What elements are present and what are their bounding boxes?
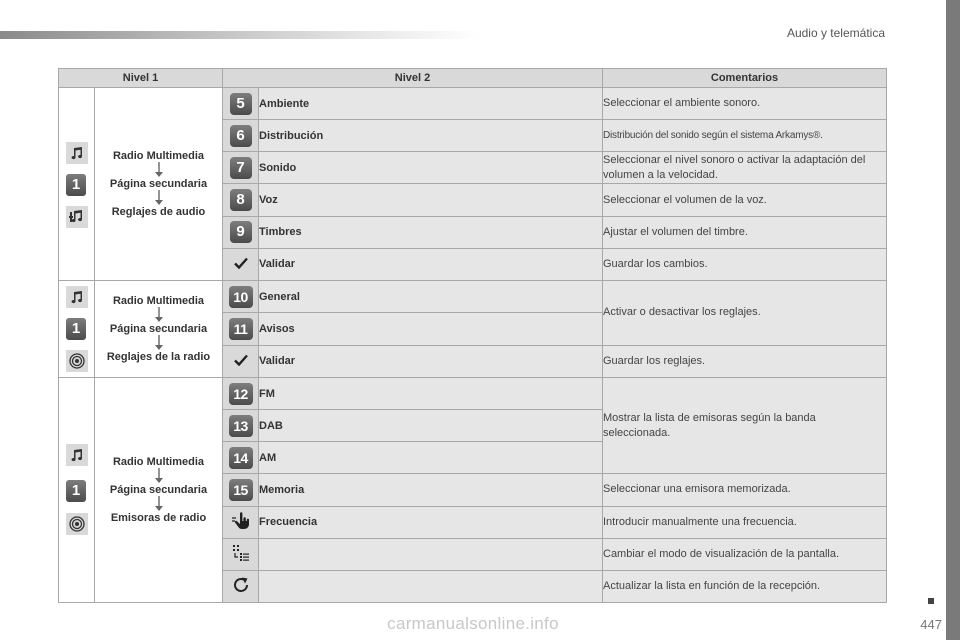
row-number: 6: [223, 120, 259, 152]
row-comment: Guardar los cambios.: [603, 248, 887, 280]
row-number: 15: [223, 474, 259, 506]
step-radio-multimedia: Radio Multimedia: [112, 456, 205, 468]
table-header-row: [59, 69, 887, 88]
row-number: 5: [223, 88, 259, 120]
group3-path: [95, 378, 223, 603]
row-label: Sonido: [259, 152, 603, 184]
row-label: General: [259, 281, 603, 313]
arrow-down-icon: [153, 496, 165, 512]
step-reglajes-audio: Reglajes de audio: [111, 206, 206, 218]
page-number: 447: [920, 617, 942, 632]
row-label: AM: [259, 442, 603, 474]
row-comment: Seleccionar el nivel sonoro o activar la adaptación del volumen a la velocidad.: [603, 152, 887, 184]
row-label: Avisos: [259, 313, 603, 345]
row-comment: Activar o desactivar los reglajes.: [603, 281, 887, 346]
audio-settings-icon: [66, 206, 88, 228]
row-number: 8: [223, 184, 259, 216]
table-row: [59, 88, 887, 120]
row-number: [223, 248, 259, 280]
radio-antenna-icon: [66, 350, 88, 372]
row-comment: Mostrar la lista de emisoras según la banda seleccionada.: [603, 378, 887, 474]
table-row: [59, 281, 887, 313]
row-label: Ambiente: [259, 88, 603, 120]
level-badge: 1: [66, 318, 86, 340]
step-radio-multimedia: Radio Multimedia: [112, 295, 205, 307]
row-number: 7: [223, 152, 259, 184]
row-comment: Actualizar la lista en función de la recepción.: [603, 570, 887, 602]
col-header-nivel2: Nivel 2: [223, 69, 603, 88]
arrow-down-icon: [153, 335, 165, 351]
group1-path: [95, 88, 223, 281]
group1-icons: [59, 88, 95, 281]
right-edge-strip: [946, 0, 960, 640]
level-badge: 1: [66, 480, 86, 502]
row-comment: Cambiar el modo de visualización de la pantalla.: [603, 538, 887, 570]
row-label: [259, 538, 603, 570]
row-comment: Distribución del sonido según el sistema Arkamys®.: [603, 120, 887, 152]
step-radio-multimedia: Radio Multimedia: [112, 150, 205, 162]
top-gradient-bar: [0, 31, 480, 39]
arrow-down-icon: [153, 162, 165, 178]
row-label: Validar: [259, 248, 603, 280]
row-comment: Seleccionar el volumen de la voz.: [603, 184, 887, 216]
music-note-icon: [66, 444, 88, 466]
row-label: FM: [259, 378, 603, 410]
row-label: Frecuencia: [259, 506, 603, 538]
watermark: carmanualsonline.info: [387, 614, 559, 633]
row-number: 10: [223, 281, 259, 313]
step-pagina-secundaria: Página secundaria: [109, 178, 208, 190]
section-title: Audio y telemática: [786, 26, 885, 40]
group2-icons: [59, 281, 95, 378]
arrow-down-icon: [153, 307, 165, 323]
row-number: 13: [223, 410, 259, 442]
row-number: 12: [223, 378, 259, 410]
page-marker: [928, 598, 934, 604]
row-label: Voz: [259, 184, 603, 216]
row-comment: Introducir manualmente una frecuencia.: [603, 506, 887, 538]
col-header-comentarios: Comentarios: [603, 69, 887, 88]
col-header-nivel1: Nivel 1: [59, 69, 223, 88]
row-number: [223, 345, 259, 377]
settings-table: [58, 68, 887, 603]
group2-path: [95, 281, 223, 378]
row-number: 11: [223, 313, 259, 345]
row-label: DAB: [259, 410, 603, 442]
hand-tap-icon: [231, 512, 251, 530]
row-comment: Ajustar el volumen del timbre.: [603, 216, 887, 248]
row-label: [259, 570, 603, 602]
row-comment: Seleccionar una emisora memorizada.: [603, 474, 887, 506]
step-emisoras-radio: Emisoras de radio: [110, 512, 207, 524]
row-label: Memoria: [259, 474, 603, 506]
music-note-icon: [66, 142, 88, 164]
row-number: [223, 506, 259, 538]
checkmark-icon: [234, 354, 248, 366]
row-number: 14: [223, 442, 259, 474]
refresh-icon: [232, 576, 250, 594]
group3-icons: [59, 378, 95, 603]
row-number: [223, 538, 259, 570]
row-label: Validar: [259, 345, 603, 377]
level-badge: 1: [66, 174, 86, 196]
arrow-down-icon: [153, 190, 165, 206]
music-note-icon: [66, 286, 88, 308]
row-label: Distribución: [259, 120, 603, 152]
step-reglajes-radio: Reglajes de la radio: [106, 351, 211, 363]
arrow-down-icon: [153, 468, 165, 484]
checkmark-icon: [234, 257, 248, 269]
list-view-icon: [232, 544, 250, 562]
row-comment: Guardar los reglajes.: [603, 345, 887, 377]
row-number: 9: [223, 216, 259, 248]
step-pagina-secundaria: Página secundaria: [109, 323, 208, 335]
row-number: [223, 570, 259, 602]
step-pagina-secundaria: Página secundaria: [109, 484, 208, 496]
row-comment: Seleccionar el ambiente sonoro.: [603, 88, 887, 120]
row-label: Timbres: [259, 216, 603, 248]
radio-antenna-icon: [66, 513, 88, 535]
table-row: [59, 378, 887, 410]
